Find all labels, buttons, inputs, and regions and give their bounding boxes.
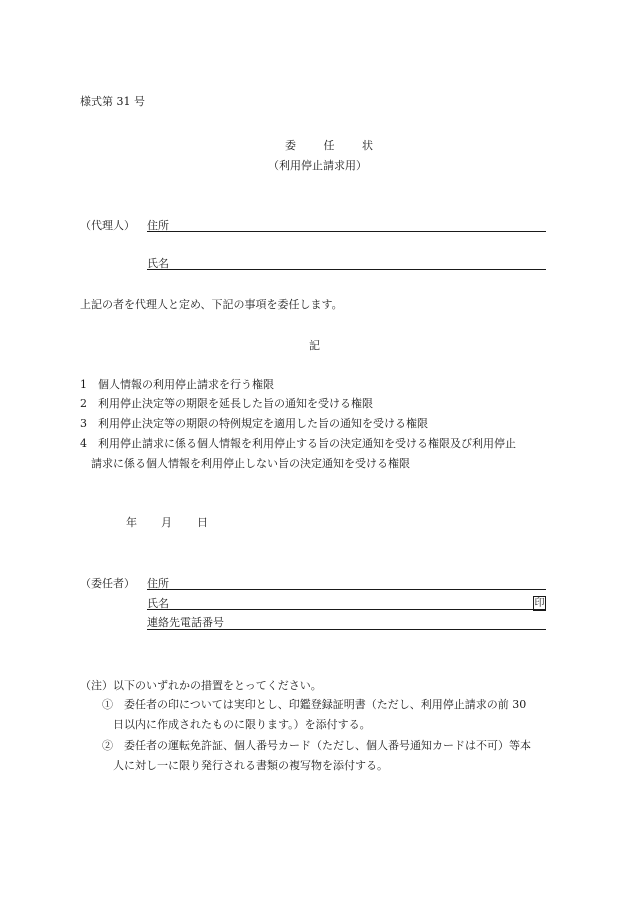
authority-item-3: 3 利用停止決定等の期限の特例規定を適用した旨の通知を受ける権限 <box>80 417 428 430</box>
principal-role-label: （委任者） <box>80 577 135 590</box>
agent-name-field[interactable] <box>147 269 546 270</box>
form-number: 様式第 31 号 <box>80 95 145 108</box>
principal-phone-field[interactable] <box>147 629 546 630</box>
note-2-line-2: 人に対し一に限り発行される書類の複写物を添付する。 <box>113 759 388 772</box>
authority-item-2: 2 利用停止決定等の期限を延長した旨の通知を受ける権限 <box>80 397 373 410</box>
agent-address-field[interactable] <box>147 231 546 232</box>
principal-address-field[interactable] <box>147 589 546 590</box>
date-month: 月 <box>161 516 172 529</box>
document-title: 委 任 状 <box>285 139 385 152</box>
authority-item-4: 4 利用停止請求に係る個人情報を利用停止する旨の決定通知を受ける権限及び利用停止 <box>80 437 516 450</box>
agent-role-label: （代理人） <box>80 219 135 232</box>
ki-heading: 記 <box>309 339 320 352</box>
note-1-line-1: ① 委任者の印については実印とし、印鑑登録証明書（ただし、利用停止請求の前 30 <box>102 698 527 711</box>
notes-label: （注） <box>80 679 113 692</box>
principal-name-field[interactable] <box>147 609 546 610</box>
principal-phone-label: 連絡先電話番号 <box>147 616 224 629</box>
agent-address-label: 住所 <box>147 219 169 232</box>
note-1-line-2: 日以内に作成されたものに限ります。）を添付する。 <box>113 718 371 731</box>
authority-item-1: 1 個人情報の利用停止請求を行う権限 <box>80 378 274 391</box>
authority-item-4-continued: 請求に係る個人情報を利用停止しない旨の決定通知を受ける権限 <box>91 457 410 470</box>
seal-box: 印 <box>534 598 545 609</box>
date-day: 日 <box>197 516 208 529</box>
principal-name-label: 氏名 <box>147 597 169 610</box>
notes-intro: 以下のいずれかの措置をとってください。 <box>113 679 322 692</box>
note-2-line-1: ② 委任者の運転免許証、個人番号カード（ただし、個人番号通知カードは不可）等本 <box>102 739 531 752</box>
agent-name-label: 氏名 <box>147 257 169 270</box>
document-subtitle: （利用停止請求用） <box>268 159 367 172</box>
delegation-statement: 上記の者を代理人と定め、下記の事項を委任します。 <box>80 298 343 311</box>
date-year: 年 <box>126 516 137 529</box>
principal-address-label: 住所 <box>147 577 169 590</box>
